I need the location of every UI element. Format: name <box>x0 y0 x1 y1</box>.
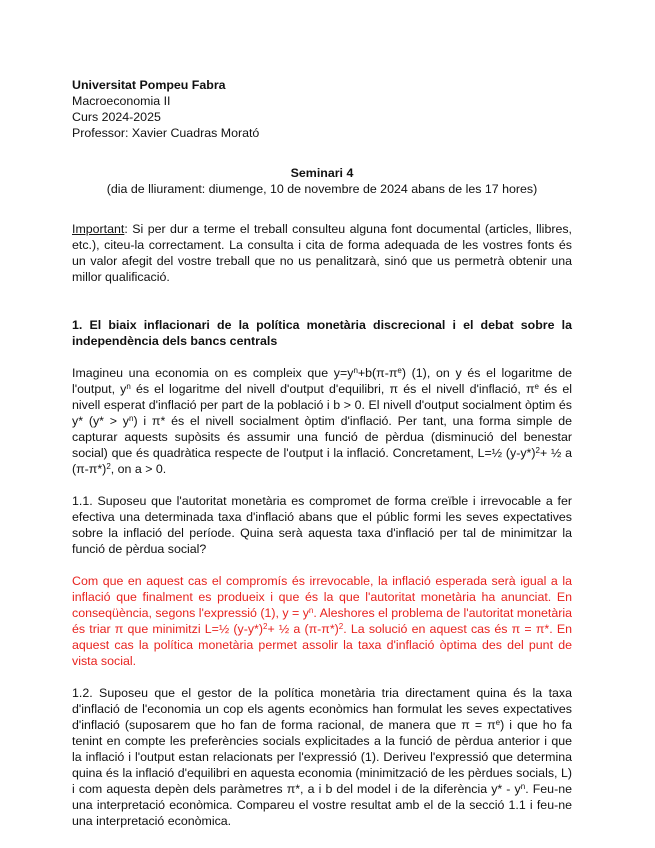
important-note <box>72 221 572 285</box>
superscript: n <box>129 414 134 423</box>
section-1-title: 1. El biaix inflacionari de la política monetària discrecional i el debat sobre la independència dels bancs centrals <box>72 318 572 348</box>
question-text: 1.2. Suposeu que el gestor de la política monetària tria directament quina és la taxa d'inflació de l'economia un cop els agents econòmics han formulat les seves expectatives d'inflació (suposarem que ho fan de forma racional, de manera que π = π <box>72 686 572 732</box>
question-text: ) i que ho fa tenint en compte les preferències socials explicitades a la funció de pèrdua anterior i que la inflació i l'output estan relacionats per l'expressió (1). Deriveu l'expressió que determina quina és la inflació d'equilibri en aquesta economia (minimització de les pèrdues socials, L) i com aquesta depèn dels paràmetres π*, a i b del model i de la diferència y* - y <box>72 718 572 796</box>
question-text: . Feu-ne una interpretació econòmica. Compareu el vostre resultat amb el de la secció 1.1 i feu-ne una interpretació econòmica. <box>72 782 572 828</box>
answer-1-1 <box>72 573 572 669</box>
answer-text: . Aleshores el problema de l'autoritat monetària és triar π que minimitzi L=½ (y-y*) <box>72 606 572 636</box>
answer-text: + ½ a (π-π*) <box>267 622 339 636</box>
superscript: 2 <box>106 462 111 471</box>
intro-text: + ½ a (π-π*) <box>72 446 572 476</box>
answer-text: . La solució en aquest cas és π = π*. En aquest cas la política monetària permet assolir la taxa d'inflació òptima des del punt de vista social. <box>72 622 572 668</box>
intro-text: +b(π-π <box>357 366 398 380</box>
seminar-deadline: (dia de lliurament: diumenge, 10 de novembre de 2024 abans de les 17 hores) <box>106 182 538 196</box>
superscript: n <box>353 366 358 375</box>
intro-text: és el nivell esperat d'inflació per part de la població i b > 0. El nivell d'output socialment òptim és y* (y* > y <box>72 382 572 428</box>
superscript: e <box>534 382 539 391</box>
superscript: 2 <box>263 622 268 631</box>
superscript: e <box>397 366 402 375</box>
intro-text: ) i π* és el nivell socialment òptim d'inflació. Per tant, una forma simple de capturar aquests supòsits és assumir una funció de pèrdua (disminució del benestar social) que és quadràtica respecte de l'output i la inflació. Concretament, L=½ (y-y*) <box>72 414 572 460</box>
intro-text: és el logaritme del nivell d'output d'equilibri, π és el nivell d'inflació, π <box>130 382 535 396</box>
question-1-1: 1.1. Suposeu que l'autoritat monetària es compromet de forma creïble i irrevocable a fer efectiva una determinada taxa d'inflació abans que el públic formi les seves expectatives sobre la inflació del període. Quina serà aquesta taxa d'inflació per tal de minimitzar la funció de pèrdua social? <box>72 494 572 556</box>
professor-name: Professor: Xavier Cuadras Morató <box>72 126 260 140</box>
superscript: e <box>495 718 501 727</box>
academic-year: Curs 2024-2025 <box>72 110 161 124</box>
intro-text: ) (1), on y és el logaritme de l'output, y <box>72 366 572 396</box>
section-1-intro <box>72 365 572 477</box>
superscript: n <box>308 606 314 615</box>
important-text: : Si per dur a terme el treball consulteu alguna font documental (articles, llibres, etc.), citeu-la correctament. La consulta i cita de forma adequada de les vostres fonts és un valor afegit del vostre treball que no us penalitzarà, sinó que us permetrà obtenir una millor qualificació. <box>72 222 572 284</box>
important-label: Important <box>72 222 125 236</box>
intro-text: , on a > 0. <box>110 462 167 476</box>
answer-text: Com que en aquest cas el compromís és irrevocable, la inflació esperada serà igual a la inflació que finalment es produeix i que és la que l'autoritat monetària ha anunciat. En conseqüència, segons l'expressió (1), y = y <box>72 574 572 620</box>
document-header <box>72 77 572 141</box>
university-name: Universitat Pompeu Fabra <box>72 78 226 92</box>
superscript: n <box>520 782 526 791</box>
superscript: 2 <box>338 622 344 631</box>
superscript: 2 <box>535 446 540 455</box>
question-1-2 <box>72 685 572 829</box>
superscript: n <box>126 382 131 391</box>
seminar-title: Seminari 4 <box>290 166 354 180</box>
course-name: Macroeconomia II <box>72 94 171 108</box>
intro-text: Imagineu una economia on es compleix que y=y <box>72 366 354 380</box>
